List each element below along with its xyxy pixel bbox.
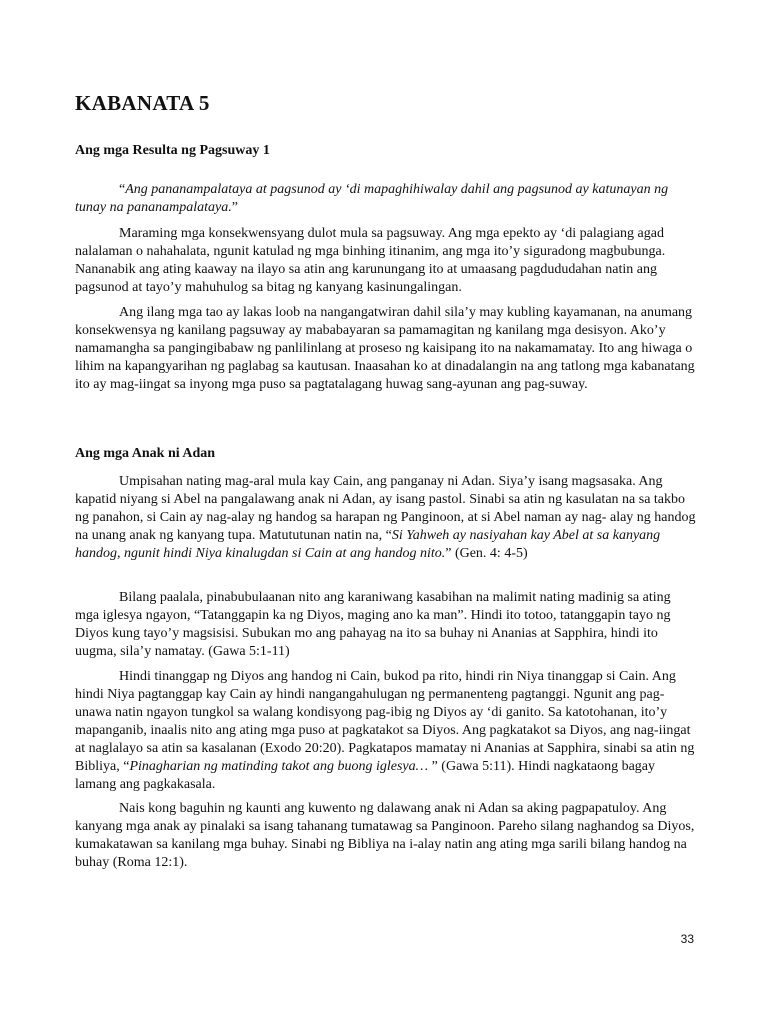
paragraph — [75, 473, 697, 563]
scripture-reference: ” (Gen. 4: 4-5) — [445, 546, 528, 561]
paragraph — [75, 668, 697, 794]
scripture-reference: ” (Gawa 5:11). Hindi nagkataong bagay lamang ang pagkakasala. — [75, 759, 655, 792]
scripture-quote: Pinagharian ng matinding takot ang buong iglesya… — [129, 759, 429, 774]
page-number: 33 — [680, 932, 694, 946]
paragraph-text: Hindi tinanggap ng Diyos ang handog ni Cain, bukod pa rito, hindi rin Niya tinanggap si Cain. Ang hindi Niya pagtanggap kay Cain ay hindi nangangahulugan ng permanenteng pagtanggi. Ngunit ang pag-unawa natin ngayon tungkol sa walang kondisyong pag-ibig ng Diyos ay ‘di ganito. Sa katotohanan, ito’y mapanganib, inaalis nito ang ating mga puso at pagkatakot sa Diyos. Ang pagkatakot sa Diyos, ang nag-iingat at naglalayo sa atin sa kasalanan (Exodo 20:20). Pagkatapos mamatay ni Ananias at Sapphira, sinabi sa atin ng Bibliya, “ — [75, 669, 695, 774]
document-page — [75, 0, 697, 1024]
epigraph-quote — [75, 181, 697, 217]
section-heading-results: Ang mga Resulta ng Pagsuway 1 — [75, 143, 270, 158]
quote-text: Ang pananampalataya at pagsunod ay ‘di mapaghihiwalay dahil ang pagsunod ay katunayan ng tunay na pananampalataya. — [75, 182, 669, 215]
paragraph: Maraming mga konsekwensyang dulot mula sa pagsuway. Ang mga epekto ay ‘di palagiang agad nalalaman o nahahalata, ngunit katulad ng mga binhing itinanim, ang mga ito’y siguradong magbubunga. Nananabik ang ating kaaway na ilayo sa atin ang karunungang ito at umaasang pagdududahan natin ang pagsunod at tayo’y mahuhulog sa bitag ng kanyang kasinungalingan. — [75, 226, 666, 295]
paragraph-text: Umpisahan nating mag-aral mula kay Cain, ang panganay ni Adan. Siya’y isang magsasaka. Ang kapatid niyang si Abel na pangalawang anak ni Adan, ay isang pastol. Sinabi sa atin ng kasulatan na sa takbo ng panahon, si Cain ay nag-alay ng handog sa harapan ng Panginoon, at si Abel naman ay nag- alay ng handog na unang anak ng kanyang tupa. Matututunan natin na, “ — [75, 474, 696, 543]
section-heading-sons-of-adam: Ang mga Anak ni Adan — [75, 446, 216, 461]
scripture-quote: Si Yahweh ay nasiyahan kay Abel at sa kanyang handog, ngunit hindi Niya kinalugdan si Cain at ang handog nito. — [75, 528, 661, 561]
paragraph: Nais kong baguhin ng kaunti ang kuwento ng dalawang anak ni Adan sa aking pagpapatuloy. Ang kanyang mga anak ay pinalaki sa isang tahanang tumatawag sa Panginoon. Pareho silang naghandog sa Diyos, kumakatawan sa kanilang mga buhay. Sinabi ng Bibliya na i-alay natin ang ating mga sarili bilang handog na buhay (Roma 12:1). — [75, 801, 695, 870]
quote-open-mark: “ — [119, 182, 126, 197]
chapter-title: KABANATA 5 — [75, 91, 210, 115]
paragraph: Bilang paalala, pinabubulaanan nito ang karaniwang kasabihan na malimit nating madinig sa ating mga iglesya ngayon, “Tatanggapin ka ng Diyos, maging ano ka man”. Hindi ito totoo, tatanggapin tayo ng Diyos kung tayo’y magsisisi. Subukan mo ang pahayag na ito sa buhay ni Ananias at Sapphira, hindi ito uugma, sila’y namatay. (Gawa 5:1-11) — [75, 590, 671, 659]
paragraph: Ang ilang mga tao ay lakas loob na nangangatwiran dahil sila’y may kubling kayamanan, na anumang konsekwensya ng kanilang pagsuway ay mababayaran sa pamamagitan ng kanilang mga desisyon. Ako’y namamangha sa pangingibabaw ng panlilinlang at proseso ng kaisipang ito na nakamamatay. Ito ang hiwaga o lihim na kapangyarihan ng paglabag sa kautusan. Inaasahan ko at dinadalangin na ang tatlong mga kabanatang ito ay mag-iingat sa inyong mga puso sa pagtatalagang huwag sang-ayunan ang pag-suway. — [75, 305, 695, 392]
quote-close-mark: ” — [231, 200, 238, 215]
